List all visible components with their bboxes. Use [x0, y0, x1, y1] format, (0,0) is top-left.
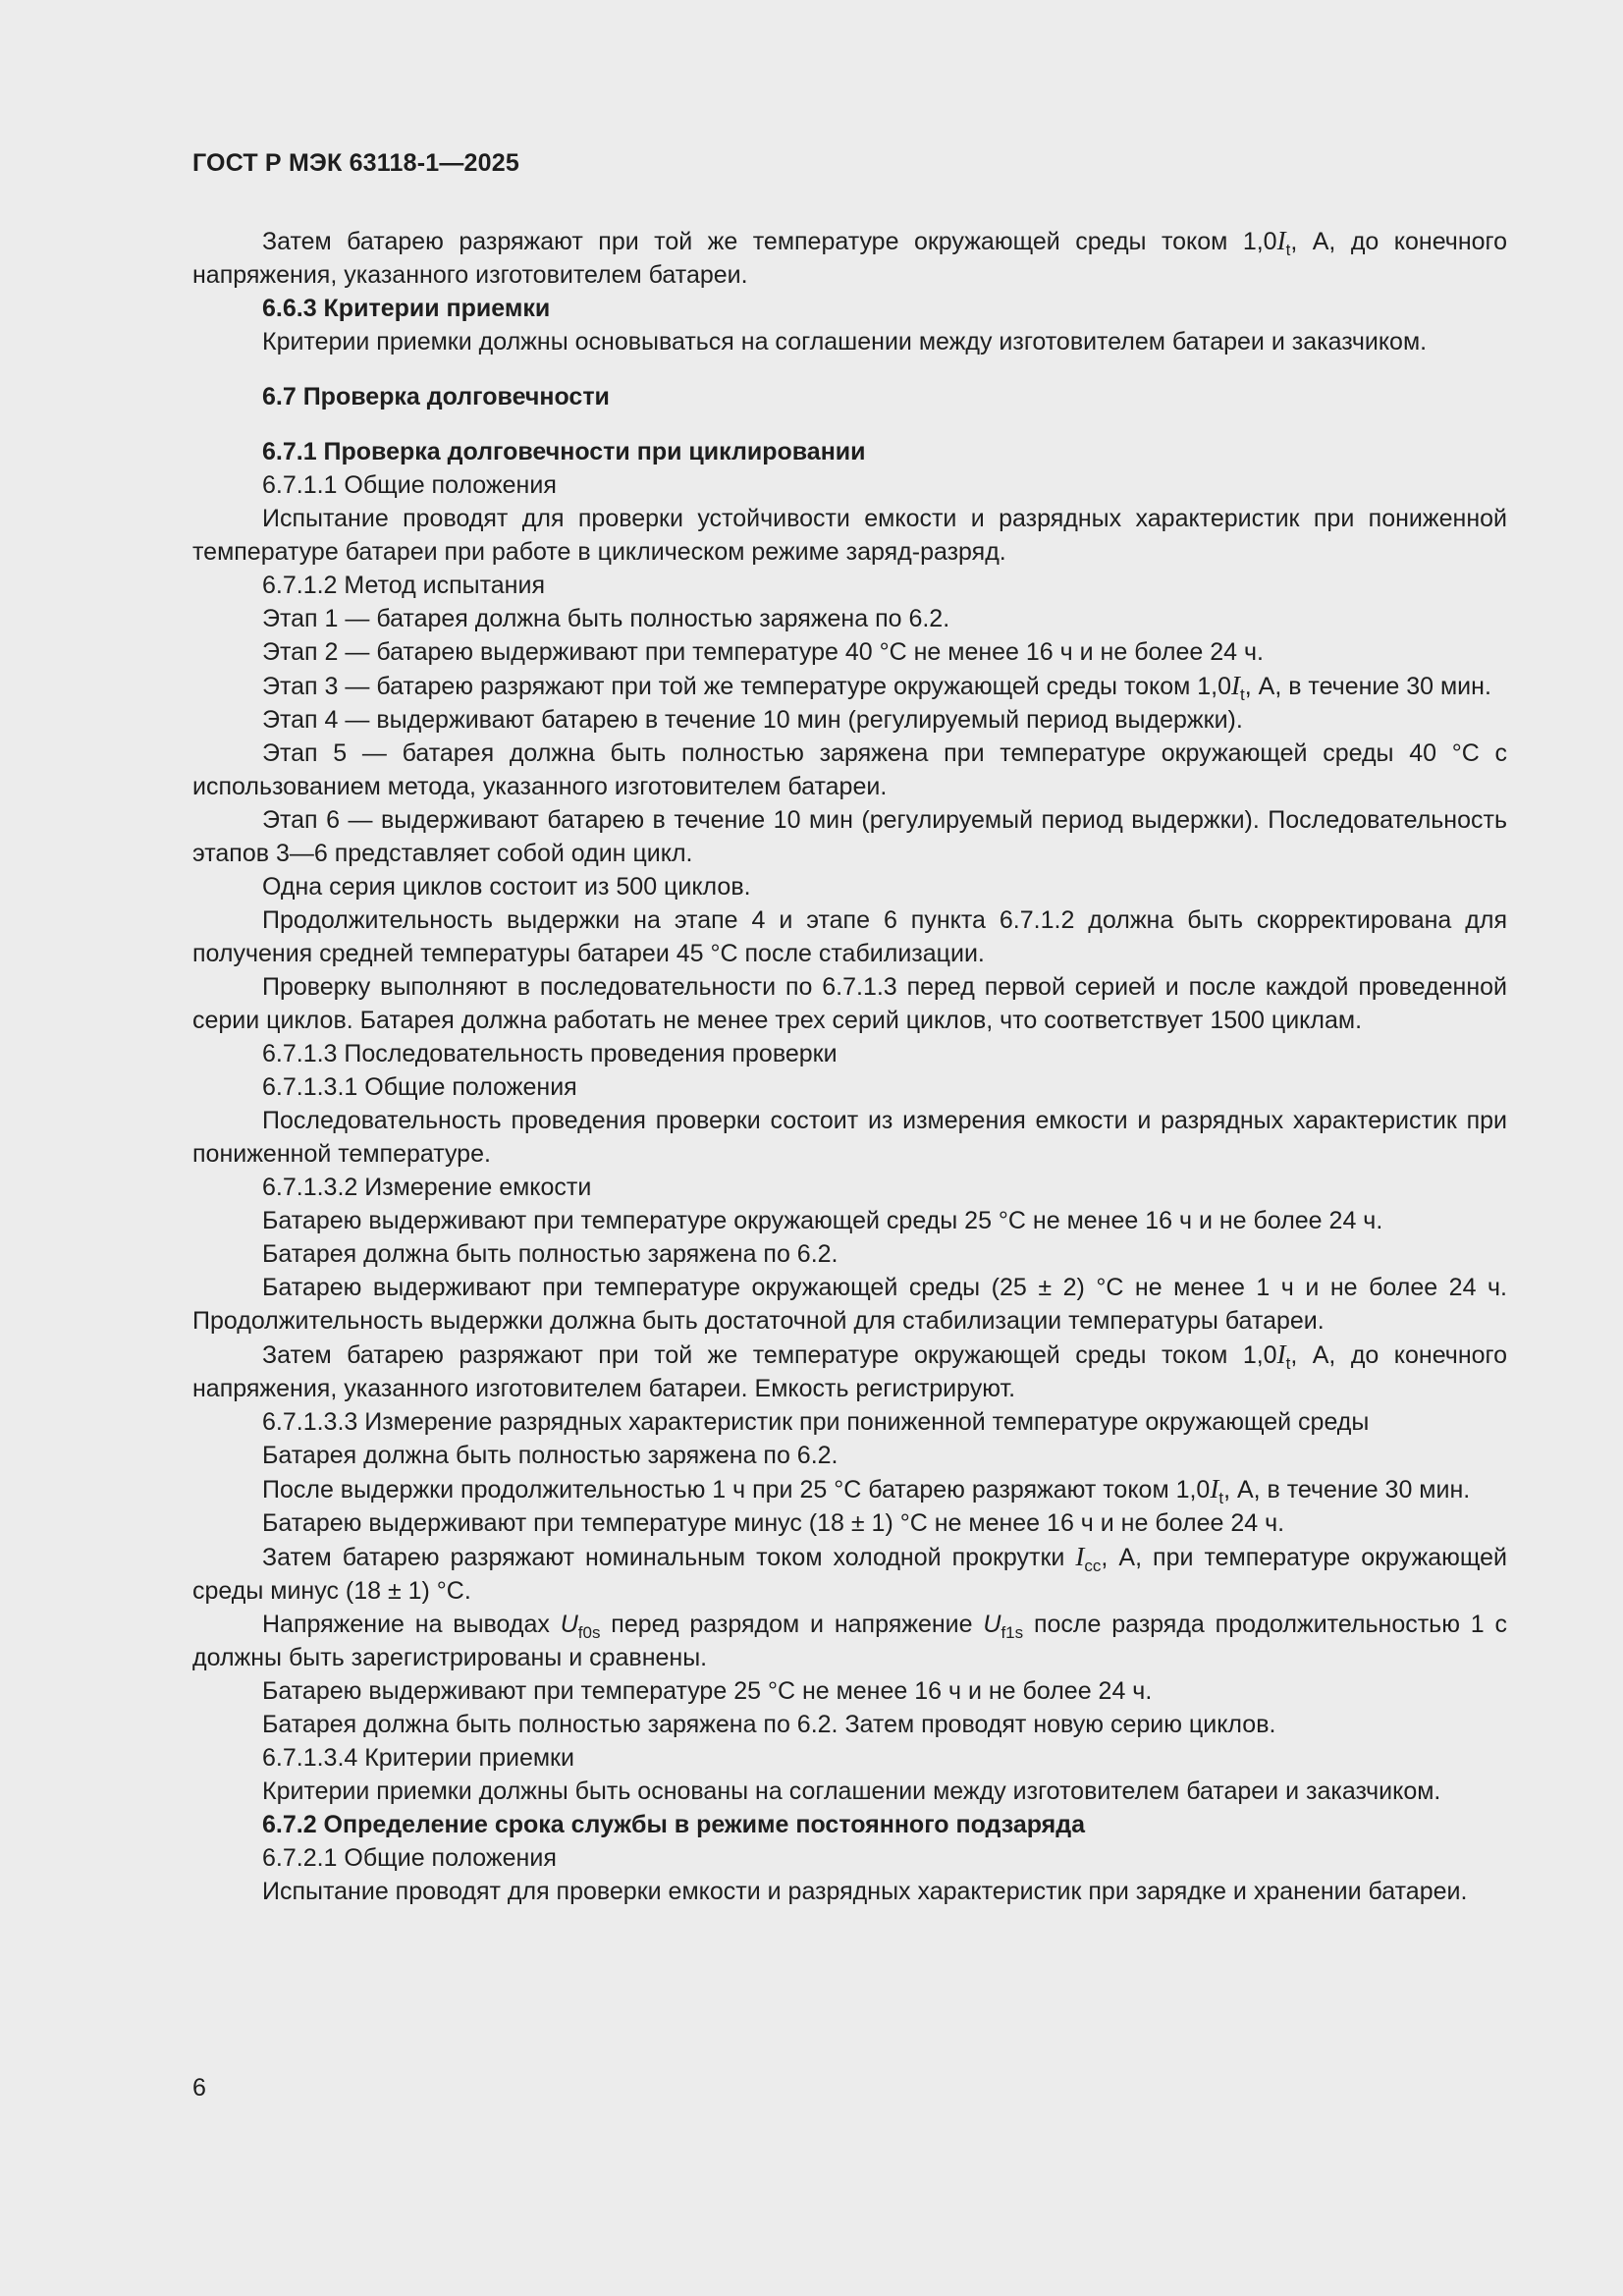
paragraph — [192, 1472, 1507, 1506]
paragraph: Испытание проводят для проверки устойчивости емкости и разрядных характеристик при пониженной температуре батареи при работе в циклическом режиме заряд-разряд. — [192, 505, 1507, 566]
paragraph — [192, 1540, 1507, 1608]
paragraph-text: Затем батарею разряжают при той же температуре окружающей среды током 1,0 — [262, 228, 1277, 255]
paragraph-text: После выдержки продолжительностью 1 ч при 25 °С батарею разряжают током 1,0 — [262, 1476, 1211, 1503]
paragraph: Одна серия циклов состоит из 500 циклов. — [262, 873, 751, 901]
paragraph — [192, 224, 1507, 292]
symbol-subscript: cc — [1084, 1557, 1102, 1575]
paragraph: Батарея должна быть полностью заряжена по 6.2. — [262, 1442, 839, 1469]
paragraph: Критерии приемки должны быть основаны на соглашении между изготовителем батареи и заказчиком. — [262, 1777, 1441, 1805]
section-heading: 6.7.2 Определение срока службы в режиме постоянного подзаряда — [262, 1811, 1086, 1838]
symbol-subscript: t — [1240, 685, 1245, 704]
symbol-subscript: f0s — [577, 1623, 601, 1642]
page-number: 6 — [192, 2074, 206, 2102]
paragraph: Последовательность проведения проверки состоит из измерения емкости и разрядных характеристик при пониженной температуре. — [192, 1107, 1507, 1168]
paragraph: 6.7.1.2 Метод испытания — [262, 572, 545, 599]
section-heading: 6.6.3 Критерии приемки — [262, 295, 551, 322]
paragraph: Этап 4 — выдерживают батарею в течение 10 мин (регулируемый период выдержки). — [262, 706, 1243, 734]
paragraph-text: , А, при температуре окружающей среды минус (18 ± 1) °С. — [192, 1544, 1507, 1605]
paragraph: Этап 5 — батарея должна быть полностью заряжена при температуре окружающей среды 40 °С с использованием метода, указанного изготовителем батареи. — [192, 739, 1507, 800]
paragraph-text: , А, в течение 30 мин. — [1223, 1476, 1471, 1503]
paragraph: Батарею выдерживают при температуре минус (18 ± 1) °С не менее 16 ч и не более 24 ч. — [262, 1509, 1285, 1537]
paragraph — [192, 1338, 1507, 1405]
symbol-subscript: f1s — [1001, 1623, 1024, 1642]
paragraph: 6.7.1.1 Общие положения — [262, 471, 557, 499]
paragraph: Критерии приемки должны основываться на соглашении между изготовителем батареи и заказчиком. — [262, 328, 1428, 355]
paragraph-text: после разряда продолжительностью 1 с должны быть зарегистрированы и сравнены. — [192, 1611, 1507, 1671]
paragraph — [192, 669, 1507, 703]
paragraph-text: , А, до конечного напряжения, указанного изготовителем батареи. Емкость регистрируют. — [192, 1341, 1508, 1402]
paragraph: 6.7.1.3.4 Критерии приемки — [262, 1744, 574, 1772]
paragraph: Этап 2 — батарею выдерживают при температуре 40 °С не менее 16 ч и не более 24 ч. — [262, 638, 1264, 666]
current-symbol: I — [1276, 1339, 1286, 1369]
paragraph: 6.7.1.3.1 Общие положения — [262, 1073, 577, 1101]
paragraph-text: , А, в течение 30 мин. — [1244, 673, 1491, 700]
paragraph: Этап 1 — батарея должна быть полностью заряжена по 6.2. — [262, 605, 950, 632]
section-heading: 6.7.1 Проверка долговечности при циклировании — [262, 438, 866, 465]
paragraph-text: , А, до конечного напряжения, указанного изготовителем батареи. — [192, 228, 1508, 289]
paragraph-text: Затем батарею разряжают при той же температуре окружающей среды током 1,0 — [262, 1341, 1277, 1369]
paragraph-text: Этап 3 — батарею разряжают при той же температуре окружающей среды током 1,0 — [262, 673, 1232, 700]
paragraph-text: Напряжение на выводах — [262, 1611, 561, 1638]
paragraph: Батарея должна быть полностью заряжена по 6.2. — [262, 1240, 839, 1268]
paragraph: Проверку выполняют в последовательности по 6.7.1.3 перед первой серией и после каждой проведенной серии циклов. Батарея должна работать не менее трех серий циклов, что соответствует 1500 циклам. — [192, 973, 1507, 1034]
paragraph: Батарею выдерживают при температуре 25 °С не менее 16 ч и не более 24 ч. — [262, 1677, 1153, 1705]
current-symbol: I — [1231, 671, 1241, 700]
paragraph: Батарея должна быть полностью заряжена по 6.2. Затем проводят новую серию циклов. — [262, 1711, 1276, 1738]
symbol-subscript: t — [1218, 1489, 1224, 1507]
paragraph: 6.7.1.3.3 Измерение разрядных характеристик при пониженной температуре окружающей среды — [262, 1408, 1370, 1436]
current-symbol: I — [1075, 1542, 1085, 1571]
paragraph: Испытание проводят для проверки емкости и разрядных характеристик при зарядке и хранении батареи. — [262, 1878, 1468, 1905]
paragraph: 6.7.1.3 Последовательность проведения проверки — [262, 1040, 838, 1067]
paragraph: 6.7.1.3.2 Измерение емкости — [262, 1174, 592, 1201]
paragraph: Батарею выдерживают при температуре окружающей среды (25 ± 2) °С не менее 1 ч и не более 24 ч. Продолжительность выдержки должна быть достаточной для стабилизации температуры батареи. — [192, 1274, 1507, 1335]
paragraph-text: Затем батарею разряжают номинальным током холодной прокрутки — [262, 1544, 1076, 1571]
paragraph: Батарею выдерживают при температуре окружающей среды 25 °С не менее 16 ч и не более 24 ч. — [262, 1207, 1383, 1234]
voltage-symbol: U — [983, 1611, 1001, 1638]
current-symbol: I — [1210, 1474, 1219, 1503]
paragraph: Продолжительность выдержки на этапе 4 и этапе 6 пункта 6.7.1.2 должна быть скорректирована для получения средней температуры батареи 45 °С после стабилизации. — [192, 906, 1507, 967]
document-body — [192, 224, 1507, 1908]
paragraph — [192, 1608, 1507, 1674]
symbol-subscript: t — [1285, 1354, 1291, 1373]
voltage-symbol: U — [560, 1611, 578, 1638]
section-heading: 6.7 Проверка долговечности — [262, 383, 610, 410]
symbol-subscript: t — [1285, 241, 1291, 259]
paragraph: Этап 6 — выдерживают батарею в течение 10 мин (регулируемый период выдержки). Последовательность этапов 3—6 представляет собой один цикл. — [192, 806, 1507, 867]
paragraph-text: перед разрядом и напряжение — [600, 1611, 984, 1638]
standard-header: ГОСТ Р МЭК 63118-1—2025 — [192, 149, 519, 177]
current-symbol: I — [1276, 226, 1286, 255]
paragraph: 6.7.2.1 Общие положения — [262, 1844, 557, 1872]
